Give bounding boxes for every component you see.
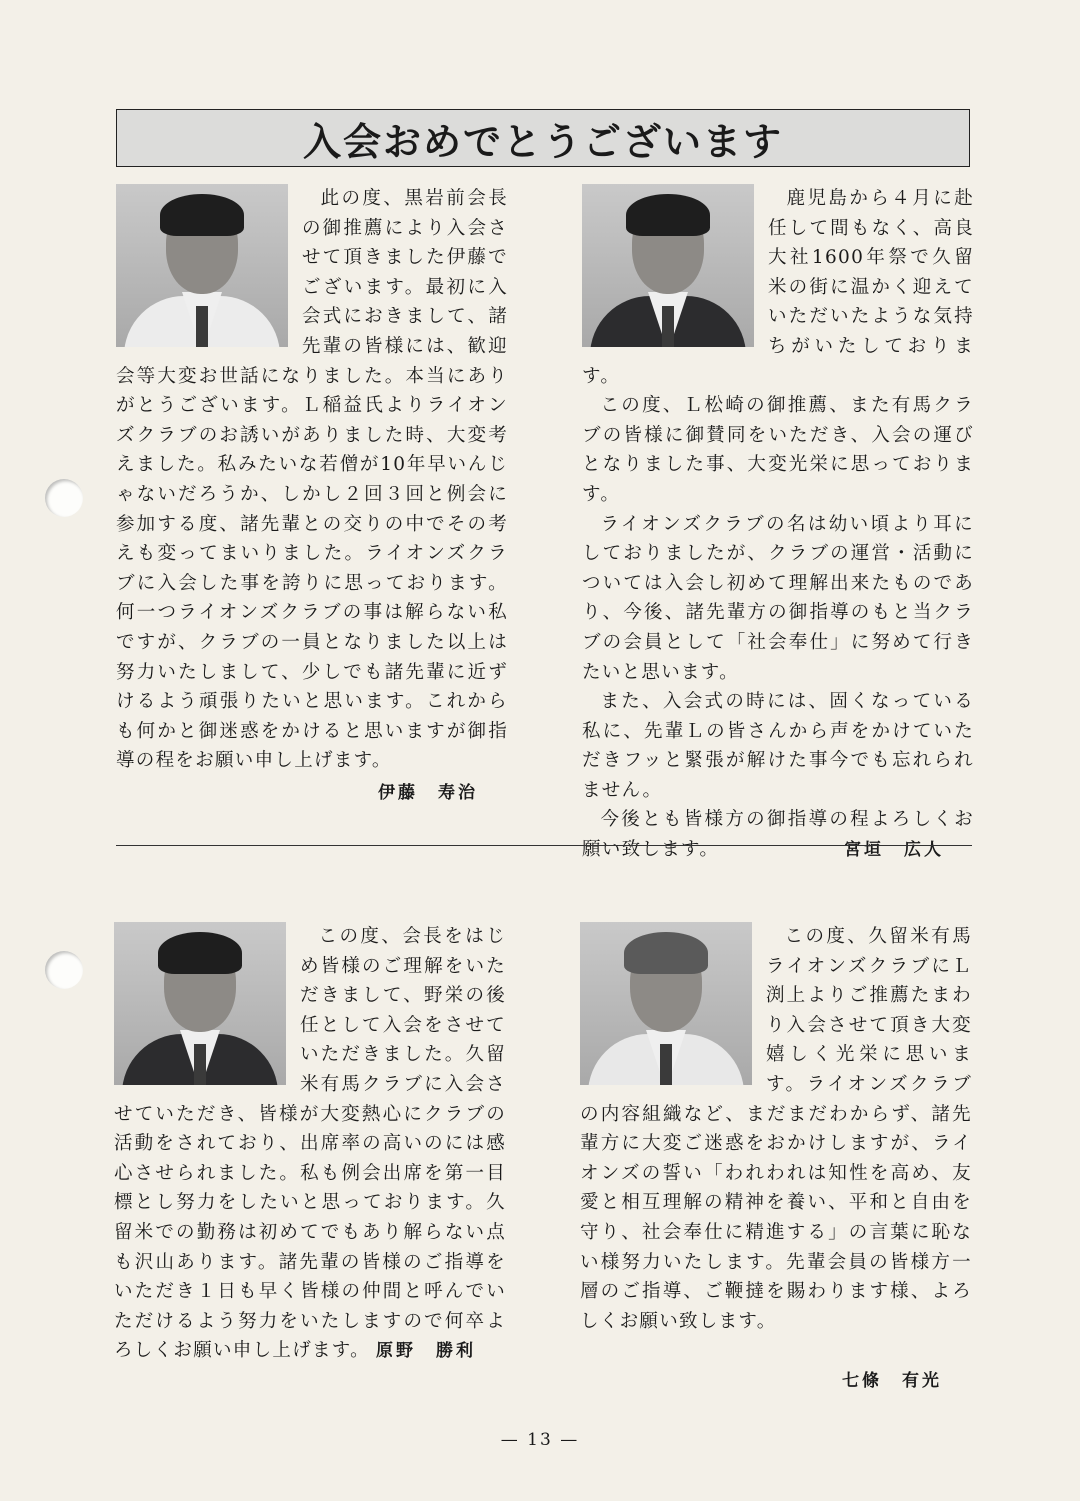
article-harano xyxy=(114,922,506,1361)
page-title: 入会おめでとうございます xyxy=(116,109,970,167)
page-number: — 13 — xyxy=(500,1430,580,1450)
article-paragraph: ライオンズクラブの名は幼い頃より耳にしておりましたが、クラブの運営・活動については入会し初めて理解出来たものであり、今後、諸先輩方の御指導のもと当クラブの会員として「社会奉仕」に努めて行きたいと思います。 xyxy=(582,513,974,683)
article-paragraph: 鹿児島から４月に赴任して間もなく、高良大社1600年祭で久留米の街に温かく迎えていただいたような気持ちがいたしております。 xyxy=(582,188,974,387)
article-paragraph: また、入会式の時には、固くなっている私に、先輩Ｌの皆さんから声をかけていただきフッと緊張が解けた事今でも忘れられません。 xyxy=(582,691,974,801)
punch-hole-bottom xyxy=(45,951,83,989)
article-paragraph: この度、久留米有馬ライオンズクラブにＬ渕上よりご推薦たまわり入会させて頂き大変嬉しく光栄に思います。ライオンズクラブの内容組織など、まだまだわからず、諸先輩方に大変ご迷惑をおかけしますが、ライオンズの誓い「われわれは知性を高め、友愛と相互理解の精神を養い、平和と自由を守り、社会奉仕に精進する」の言葉に恥ない様努力いたします。先輩会員の皆様方一層のご指導、ご鞭撻を賜わります様、よろしくお願い致します。 xyxy=(580,926,972,1332)
author-signature: 伊藤 寿治 xyxy=(378,782,478,803)
punch-hole-top xyxy=(45,479,83,517)
section-divider xyxy=(116,845,972,846)
article-paragraph: 今後とも皆様方の御指導の程よろしくお願い致します。 xyxy=(582,809,974,861)
portrait-photo xyxy=(114,922,286,1085)
author-signature: 宮垣 広人 xyxy=(844,839,944,860)
portrait-photo xyxy=(582,184,754,347)
author-signature: 七條 有光 xyxy=(842,1371,942,1392)
author-signature: 原野 勝利 xyxy=(376,1340,476,1361)
article-ito xyxy=(116,184,508,803)
portrait-photo xyxy=(116,184,288,347)
article-paragraph: この度、会長をはじめ皆様のご理解をいただきまして、野栄の後任として入会をさせていただきました。久留米有馬クラブに入会させていただき、皆様が大変熱心にクラブの活動をされており、出席率の高いのには感心させられました。私も例会出席を第一目標とし努力をしたいと思っております。久留米での勤務は初めてでもあり解らない点も沢山あります。諸先輩の皆様のご指導をいただき１日も早く皆様の仲間と呼んでいただけるよう努力をいたしますので何卒よろしくお願い申し上げます。 xyxy=(114,926,506,1362)
article-paragraph: 此の度、黒岩前会長の御推薦により入会させて頂きました伊藤でございます。最初に入会式におきまして、諸先輩の皆様には、歓迎会等大変お世話になりました。本当にありがとうございます。Ｌ稲益氏よりライオンズクラブのお誘いがありました時、大変考えました。私みたいな若僧が10年早いんじゃないだろうか、しかし２回３回と例会に参加する度、諸先輩との交りの中でその考えも変ってまいりました。ライオンズクラブに入会した事を誇りに思っております。何一つライオンズクラブの事は解らない私ですが、クラブの一員となりました以上は努力いたしまして、少しでも諸先輩に近ずけるよう頑張りたいと思います。これからも何かと御迷惑をかけると思いますが御指導の程をお願い申し上げます。 xyxy=(116,188,508,772)
article-miyagaki xyxy=(582,184,974,860)
article-paragraph: この度、Ｌ松崎の御推薦、また有馬クラブの皆様に御賛同をいただき、入会の運びとなりました事、大変光栄に思っております。 xyxy=(582,395,974,505)
portrait-photo xyxy=(580,922,752,1085)
article-shichijo xyxy=(580,922,972,1391)
